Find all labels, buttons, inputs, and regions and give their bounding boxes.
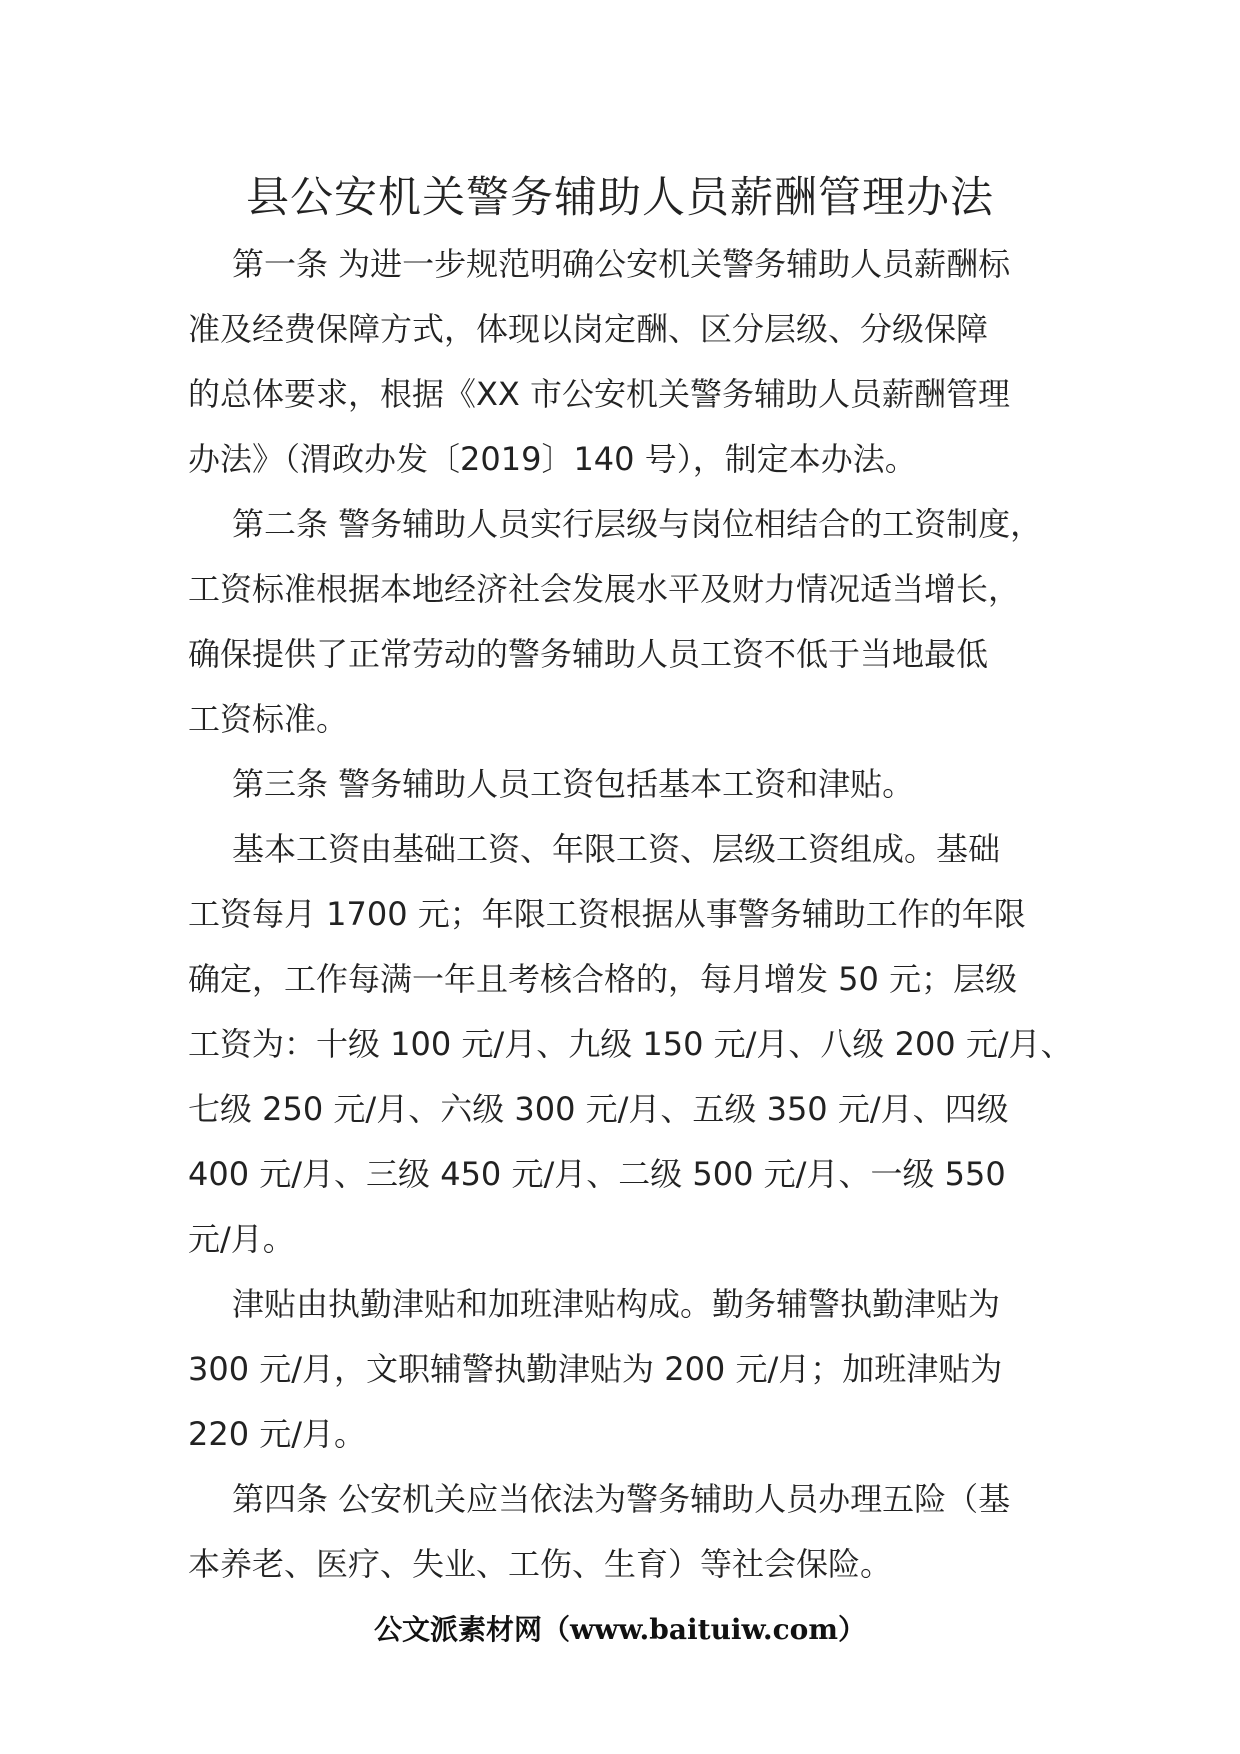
allowance-line-3: 220 元/月。 — [188, 1415, 367, 1453]
article-2-line-2: 工资标准根据本地经济社会发展水平及财力情况适当增长， — [188, 570, 1021, 608]
base-salary-line-3: 确定，工作每满一年且考核合格的，每月增发 50 元；层级 — [188, 960, 1018, 998]
allowance-line-2: 300 元/月，文职辅警执勤津贴为 200 元/月；加班津贴为 — [188, 1350, 1003, 1388]
article-2-line-1: 第二条 警务辅助人员实行层级与岗位相结合的工资制度， — [232, 505, 1043, 543]
article-4-line-2: 本养老、医疗、失业、工伤、生育）等社会保险。 — [188, 1545, 893, 1583]
document-body — [188, 232, 1088, 1597]
base-salary-line-5: 七级 250 元/月、六级 300 元/月、五级 350 元/月、四级 — [188, 1090, 1009, 1128]
article-1-line-3: 的总体要求，根据《XX 市公安机关警务辅助人员薪酬管理 — [188, 375, 1011, 413]
article-1-line-1: 第一条 为进一步规范明确公安机关警务辅助人员薪酬标 — [232, 245, 1011, 283]
base-salary-line-6: 400 元/月、三级 450 元/月、二级 500 元/月、一级 550 — [188, 1155, 1006, 1193]
base-salary-line-4: 工资为：十级 100 元/月、九级 150 元/月、八级 200 元/月、 — [188, 1025, 1073, 1063]
base-salary-line-7: 元/月。 — [188, 1220, 295, 1258]
base-salary-line-1: 基本工资由基础工资、年限工资、层级工资组成。基础 — [232, 830, 1001, 868]
article-4-line-1: 第四条 公安机关应当依法为警务辅助人员办理五险（基 — [232, 1480, 1011, 1518]
document-title: 县公安机关警务辅助人员薪酬管理办法 — [246, 173, 994, 223]
allowance-line-1: 津贴由执勤津贴和加班津贴构成。勤务辅警执勤津贴为 — [232, 1285, 1001, 1323]
article-2-line-4: 工资标准。 — [188, 700, 349, 738]
footer-watermark: 公文派素材网（www.baituiw.com） — [374, 1613, 866, 1646]
article-2-line-3: 确保提供了正常劳动的警务辅助人员工资不低于当地最低 — [188, 635, 989, 673]
base-salary-line-2: 工资每月 1700 元；年限工资根据从事警务辅助工作的年限 — [188, 895, 1026, 933]
article-1-line-4: 办法》（渭政办发〔2019〕140 号），制定本办法。 — [188, 440, 917, 478]
article-1-line-2: 准及经费保障方式，体现以岗定酬、区分层级、分级保障 — [188, 310, 989, 348]
article-3-line-1: 第三条 警务辅助人员工资包括基本工资和津贴。 — [232, 765, 915, 803]
